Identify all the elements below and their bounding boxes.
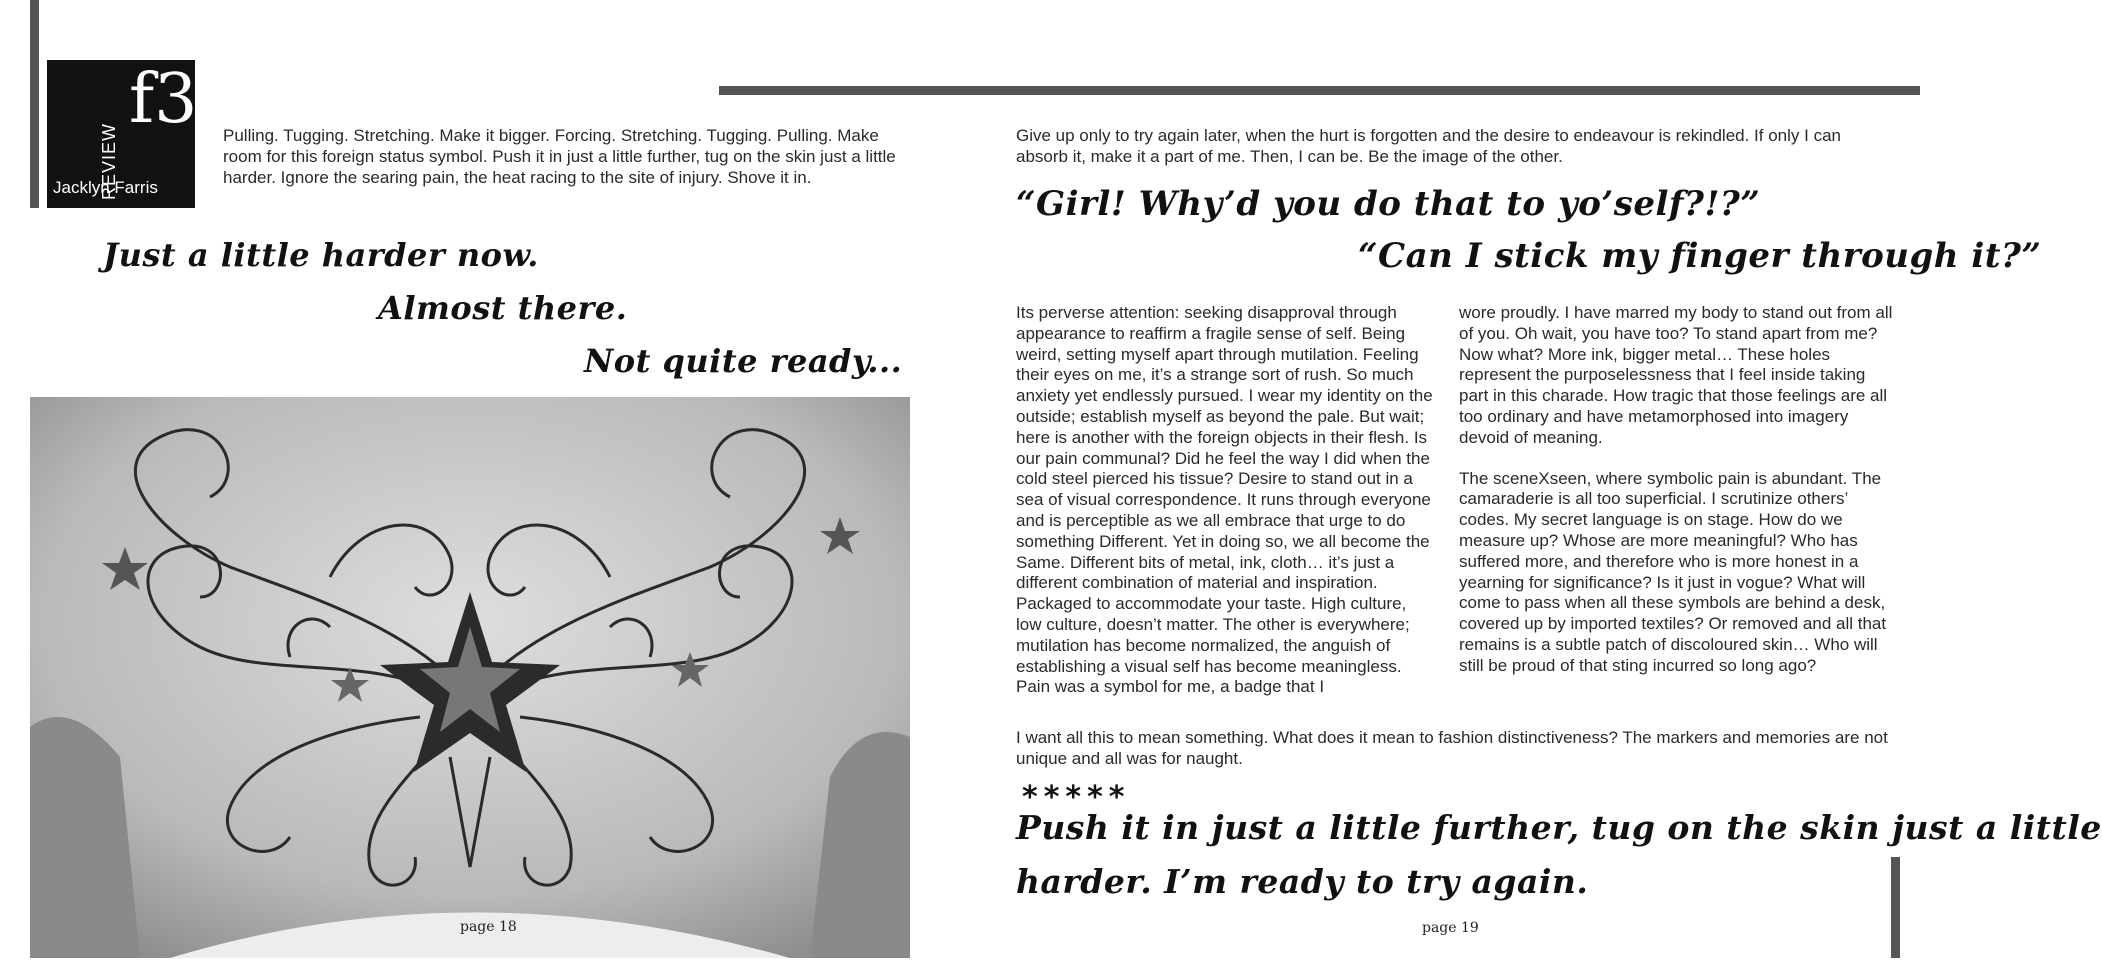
column-2 xyxy=(1459,303,1899,677)
final-headline-line-2: harder. I’m ready to try again. xyxy=(1016,862,1589,901)
tattoo-illustration xyxy=(30,397,910,958)
column-1 xyxy=(1016,303,1436,698)
page-number-right: page 19 xyxy=(1422,920,1479,936)
closing-paragraph: I want all this to mean something. What does it mean to fashion distinctiveness? The markers and memories are not unique and all was for naught. xyxy=(1016,728,1888,768)
column-2-paragraph-1: wore proudly. I have marred my body to stand out from all of you. Oh wait, you have too? To stand apart from me? Now what? More ink, bigger metal… These holes represent the purposelessness that I feel inside taking part in this charade. How tragic that those feelings are all too ordinary and have metamorphosed into imagery devoid of meaning. xyxy=(1459,303,1893,447)
section-stars: ***** xyxy=(1022,780,1131,815)
section-label: REVIEW xyxy=(99,122,119,200)
page-number-left: page 18 xyxy=(460,919,517,935)
header-rule xyxy=(719,86,1920,95)
headline-line-1: Just a little harder now. xyxy=(103,236,539,274)
headline-line-2: Almost there. xyxy=(378,289,628,327)
issue-logo: f3 xyxy=(129,60,198,139)
headline-line-3: Not quite ready... xyxy=(584,342,903,380)
author-name: Jacklyn Farris xyxy=(53,178,158,197)
right-margin-bar xyxy=(1891,857,1900,958)
tattoo-photo xyxy=(30,397,910,958)
quote-2: “Can I stick my finger through it?” xyxy=(1358,236,2042,276)
column-2-paragraph-2: The sceneXseen, where symbolic pain is abundant. The camaraderie is all too superficial. I scrutinize others’ codes. My secret language is on stage. How do we measure up? Whose are more meaningful? Who has suffered more, and therefore who is more honest in a yearning for significance? Is it just in vogue? What will come to pass when all these symbols are behind a desk, covered up by imported textiles? Or removed and all that remains is a subtle patch of discoloured skin… Who will still be proud of that sting incurred so long ago? xyxy=(1459,468,1887,675)
quote-1: “Girl! Why’d you do that to yo’self?!?” xyxy=(1016,184,1761,224)
left-margin-bar xyxy=(30,0,39,208)
column-1-paragraph: Its perverse attention: seeking disapproval through appearance to reaffirm a fragile sense of self. Being weird, setting myself apart through mutilation. Feeling their eyes on me, it’s a strange sort of rush. So much anxiety yet endlessly pursued. I wear my identity on the outside; establish myself as beyond the pale. But wait; here is another with the foreign objects in their flesh. Is our pain communal? Did he feel the way I did when the cold steel pierced his tissue? Desire to stand out in a sea of visual correspondence. It runs through everyone and is perceptible as we all embrace that urge to do something Different. Yet in doing so, we all become the Same. Different bits of metal, ink, cloth… it’s just a different combination of material and inspiration. Packaged to accommodate your taste. High culture, low culture, doesn’t matter. The other is everywhere; mutilation has become normalized, the anguish of establishing a visual self has become meaningless. Pain was a symbol for me, a badge that I xyxy=(1016,303,1433,697)
section-tag xyxy=(47,60,198,208)
intro-paragraph: Pulling. Tugging. Stretching. Make it bigger. Forcing. Stretching. Tugging. Pulling. Make room for this foreign status symbol. Push it in just a little further, tug on the skin just a little harder. Ignore the searing pain, the heat racing to the site of injury. Shove it in. xyxy=(223,126,896,187)
right-intro-paragraph: Give up only to try again later, when the hurt is forgotten and the desire to endeavour is rekindled. If only I can absorb it, make it a part of me. Then, I can be. Be the image of the other. xyxy=(1016,126,1841,166)
final-headline-line-1: Push it in just a little further, tug on the skin just a little xyxy=(1016,808,2102,847)
